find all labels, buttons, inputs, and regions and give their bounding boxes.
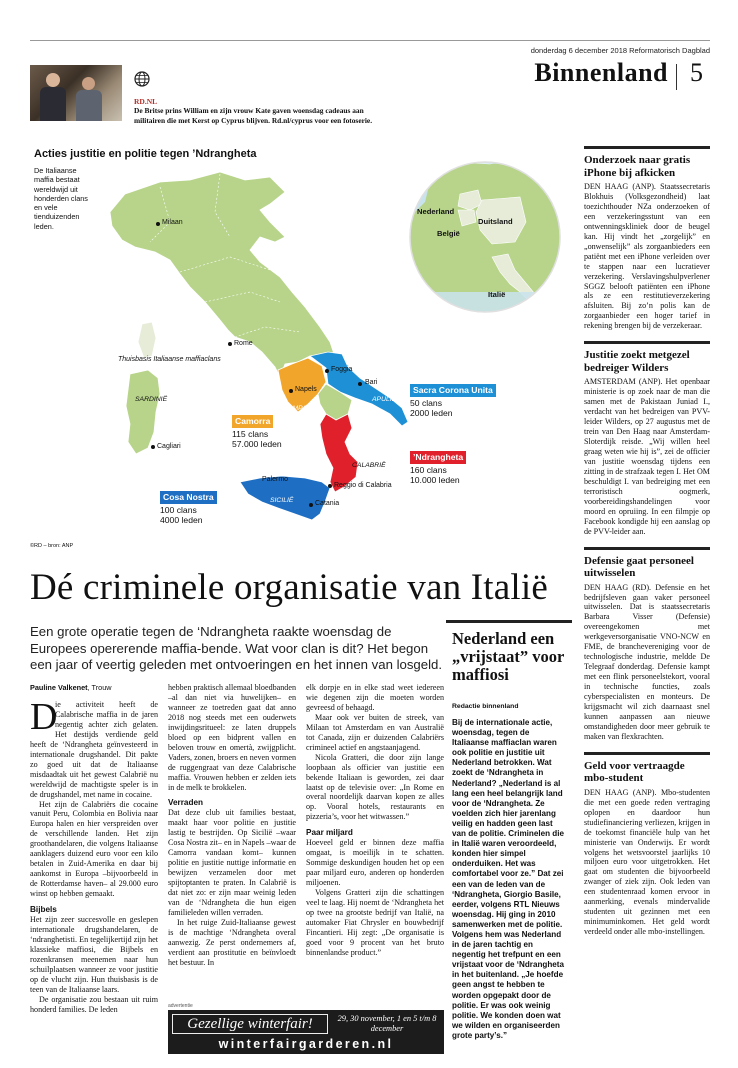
- subheading: Paar miljard: [306, 828, 353, 838]
- winterfair-ad[interactable]: [168, 1010, 444, 1054]
- sardinia-island: [126, 370, 160, 454]
- city-label: Cagliari: [157, 443, 181, 450]
- clan-count: 115 clans: [232, 428, 269, 439]
- calabria-region: [320, 414, 358, 492]
- city-label: Bari: [365, 379, 378, 386]
- city-dot: [151, 445, 155, 449]
- ad-title: Gezellige winterfair!: [172, 1014, 328, 1034]
- city-dot: [325, 369, 329, 373]
- brief-title: Justitie zoekt metgezel bedreiger Wilders: [584, 349, 690, 374]
- royal-photo[interactable]: [30, 65, 122, 121]
- city-label: Rome: [234, 340, 253, 347]
- clan-camorra: [232, 415, 282, 450]
- brief-text: DEN HAAG (RD). Defensie en het bedrijfsleven gaan vaker personeel uitwisselen. Dat is staatssecretaris Barbara Visser (Defensie) overeengekomen met werkgeversorganisatie VNO-NCW en FME, de branchevereniging voor de technologische industrie, meldde De Telegraaf donderdag. Defensie kampt met een flink personeelstekort, vooral in technische functies, zoals cyberspecialisten en monteurs. De krijgsmacht wil zich daarnaast snel kunnen aanpassen aan nieuwe omstandigheden door meer gebruik te maken van flexkrachten.: [584, 582, 710, 741]
- brief-title: Geld voor vertraagde mbo-student: [584, 759, 685, 785]
- news-brief: [584, 752, 710, 937]
- clan-name: ’Ndrangheta: [410, 451, 466, 464]
- city-dot: [328, 484, 332, 488]
- campania-region: [278, 358, 326, 412]
- author-name: Pauline Valkenet: [30, 683, 88, 692]
- brief-title: Defensie gaat personeel uitwisselen: [584, 554, 694, 580]
- ad-url[interactable]: winterfairgarderen.nl: [218, 1037, 394, 1051]
- paragraph: Maar ook ver buiten de streek, van Milaan tot Amsterdam en van Australië tot Canada, zijn er duizenden Calabriërs crimineel actief en angstaanjagend.: [306, 712, 444, 752]
- clan-sacra-corona-unita: [410, 384, 496, 419]
- news-brief: [584, 341, 710, 536]
- brief-text: DEN HAAG (ANP). Staatssecretaris Blokhuis (Volksgezondheid) laat toezichthouder NZa onderzoeken of een verzekeringsstunt van een ontwenningskliniek door de beugel kan. Hij vindt het „zorgelijk” en „onwenselijk” als zorgaanbieders een patiënt met een iPhone verleiden over te stappen naar een lucratiever verzekering. Verslavingshulpverlener SGGZ belooft patiënten een iPhone als ze een restitutieverzekering afsluiten. Bij zo’n polis kan de zorgaanbieder een hoger tarief in rekening brengen bij de verzekeraar.: [584, 182, 710, 331]
- brief-text: DEN HAAG (ANP). Mbo-studenten die met een goede reden vertraging oplopen en daardoor hun studiefinanciering verliezen, krijgen in de toekomst financiële hulp van het ministerie van Onderwijs. Er wordt volgens het wetsvoorstel jaarlijks 10 miljoen euro voor uitgetrokken. Het gaat om studenten die bijvoorbeeld zwanger of ziek zijn. Ook leden van een studentenraad komen ervoor in aanmerking, evenals mindervalide studenten uit gezinnen met een minimuminkomen. Het geld wordt verdeeld onder alle mbo-instellingen.: [584, 787, 710, 937]
- article-column-2: [168, 683, 296, 968]
- article-column-1: [30, 696, 158, 1015]
- brief-text: AMSTERDAM (ANP). Het openbaar ministerie is op zoek naar de man die samen met de Pakistaan Juniad I., verdacht van het bedreigen van PVV-leider Wilders, op 27 augustus met de trein van Den Haag naar Amsterdam-Sloterdijk reisde. „Wij willen heel graag weten wie hij is”, zei de officier van justitie woensdag tijdens een zitting in de strafzaak tegen I. Het OM beschuldigt I. van bedreiging met een terroristisch oogmerk, voorbereidingshandelingen voor moord en opruiing. In een filmpje op Facebook kondigde hij een aanslag op de PVV-leider aan.: [584, 377, 710, 536]
- paragraph: ie activiteit heeft de Calabrische maffia in de jaren negentig achter zich gelaten. Het destijds verdiende geld heeft de ‘Ndrangheta geïnvesteerd in internationale drugshandel. Dit pakte zo goed uit dat de Italiaanse misdaadtak uit het gewest Calabrië nu wereldwijd de machtigste speler is in de drugshandel, met name in cocaine.: [30, 700, 158, 799]
- paragraph: Nicola Gratteri, die door zijn lange loopbaan als officier van justitie een bekende Italiaan is geworden, zei daar laatst op de televisie over: „In Rome en overal noordelijk daarvan kopen ze alles op. Vooral hotels, restaurants en pizzeria’s, voor het witwassen.”: [306, 752, 444, 822]
- paragraph: Dat deze club uit families bestaat, maakt haar voor politie en justitie lastig te bestrijden. Op Sicilië –waar Cosa Nostra zit– en in Napels –waar de Camorra vandaan komt– kunnen politie en justitie nuttige informatie en bewijzen verzamelen door met spijtoptanten te praten. In Calabrië is dat niet zo: er zijn maar weinig leden van de ‘Ndrangheta die hun eigen familieleden willen verraden.: [168, 808, 296, 918]
- news-brief: [584, 547, 710, 742]
- region-label: SICILIË: [270, 497, 294, 504]
- drop-cap: D: [30, 696, 58, 738]
- author-outlet: , Trouw: [87, 683, 112, 692]
- subheading: Bijbels: [30, 905, 57, 915]
- date-line: donderdag 6 december 2018 Reformatorisch Dagblad: [530, 46, 710, 55]
- clan-members: 4000 leden: [160, 515, 203, 525]
- region-label: APULIË: [372, 396, 397, 403]
- corsica-island: [138, 322, 156, 358]
- article-byline: [30, 683, 112, 692]
- city-dot: [289, 389, 293, 393]
- sidebox-headline: Nederland een „vrijstaat” voor maffiosi: [452, 629, 564, 684]
- clan-members: 2000 leden: [410, 408, 453, 418]
- article-lead: Een grote operatie tegen de ‘Ndrangheta raakte woensdag de Europees opererende maffia-bende. Wat voor clan is dit? Het begon een jaar of veertig geleden met ontvoeringen en het innen van losgeld.: [30, 624, 443, 672]
- map-title: Acties justitie en politie tegen ’Ndrangheta: [34, 148, 257, 160]
- europe-inset: [410, 147, 570, 342]
- paragraph: Het zijn zeer succesvolle en geslepen internationale drugshandelaren, de ‘ndranghetisti. En tegelijkertijd zijn het klassieke maffiosi, die Bijbels en rozenkransen meenemen naar hun schuilplaatsen wanneer ze voor justitie op de vlucht zijn. Hun thuisbasis is de teen van de Italiaanse laars.: [30, 915, 158, 994]
- photo-source[interactable]: RD.NL: [134, 97, 158, 106]
- paragraph: Het zijn de Calabriërs die cocaine vanuit Peru, Colombia en Bolivia naar Europa halen en hier verspreiden over de verschillende landen. Het zijn groothandelaren, die volgens Italiaanse aanklagers duizend euro voor een kilo betalen in Zuid-Amerika en daar bij aankomst in Europa –bijvoorbeeld in de Rotterdamse haven– al 29.000 euro winst op hebben gemaakt.: [30, 799, 158, 899]
- homebase-label: Thuisbasis Italiaanse maffiaclans: [118, 356, 221, 363]
- clan-ndrangheta: [410, 451, 466, 486]
- city-label: Palermo: [262, 476, 289, 483]
- city-label: Napels: [295, 386, 317, 393]
- city-label: Reggio di Calabria: [334, 482, 392, 489]
- inset-label: Nederland: [417, 207, 455, 216]
- region-label: CALABRIË: [352, 462, 386, 469]
- sidebox-body: Bij de internationale actie, woensdag, tegen de Italiaanse maffiaclan waren ook politie en justitie uit Nederland betrokken. Wat zoekt de ‘Ndrangheta in Nederland? „Nederland is al lang een heel belangrijk land voor de ‘Ndrangheta. Ze voelden zich hier jarenlang veilig en hadden geen last van de politie. Criminelen die in Italië waren veroordeeld, konden hier simpel onderduiken. Het was comfortabel voor ze.” Dat zei een van de leden van de ‘Ndrangheta, Giorgio Basile, eerder, volgens RTL Nieuws woensdag. Hij ging in 2010 samenwerken met de politie. Volgens hem was Nederland in de jaren tachtig en negentig het trefpunt en een vrijstaat voor de ‘Ndrangheta in het buitenland. „Je hoefde geen angst te hebben te worden opgepakt door de politie. Er was ook weinig politie. We konden doen wat we wilden en organiseerden grote party’s.”: [452, 718, 564, 1040]
- clan-members: 57.000 leden: [232, 439, 282, 449]
- inset-label: Duitsland: [478, 217, 513, 226]
- clan-name: Sacra Corona Unita: [410, 384, 496, 397]
- paragraph: In het ruige Zuid-Italiaanse gewest is de machtige ‘Ndrangheta overal aanwezig. Ze perst ondernemers af, verdient aan prostitutie en beïnvloedt het bestuur. In: [168, 917, 296, 967]
- news-briefs-column: [584, 146, 710, 947]
- map-intro: De Italiaanse maffia bestaat wereldwijd uit honderden clans en vele tienduizenden leden.: [34, 166, 88, 231]
- paragraph: elk dorpje en in elke stad weet iedereen wie degenen zijn die moeten worden gevreesd of behaagd.: [306, 683, 444, 712]
- city-dot: [309, 503, 313, 507]
- page-separator: [676, 64, 677, 90]
- city-dot: [358, 382, 362, 386]
- region-label: CAMPANIË: [283, 405, 318, 412]
- city-dot: [228, 342, 232, 346]
- region-label: SARDINIË: [135, 396, 168, 403]
- clan-cosa-nostra: [160, 491, 217, 526]
- clan-members: 10.000 leden: [410, 475, 460, 485]
- sidebox-text: [452, 718, 568, 1041]
- ad-label: advertentie: [168, 1003, 193, 1009]
- city-label: Milaan: [162, 219, 183, 226]
- ad-dates: 29, 30 november, 1 en 5 t/m 8 december: [337, 1014, 437, 1033]
- section-title: Binnenland: [534, 58, 668, 87]
- inset-label: België: [437, 229, 460, 238]
- page-number: 5: [690, 58, 703, 87]
- sidebox-byline: Redactie binnenland: [452, 703, 519, 710]
- photo-caption: De Britse prins William en zijn vrouw Kate gaven woensdag cadeaus aan militairen die met Kerst op Cyprus blijven. Rd.nl/cyprus voor een fotoserie.: [134, 106, 373, 125]
- paragraph: Volgens Gratteri zijn die schattingen veel te laag. Hij noemt de ‘Ndrangheta het op twee na grootste bedrijf van Italië, na automaker Fiat Chrysler en bouwbedrijf Fincantieri. Hij zegt: „De organisatie is goed voor 9 procent van het bruto binnenlandse product.”: [306, 888, 444, 957]
- clan-name: Cosa Nostra: [160, 491, 217, 504]
- inset-label: Italië: [488, 290, 506, 299]
- paragraph: Hoeveel geld er binnen deze maffia omgaat, is moeilijk in te schatten. Sommige deskundigen houden het op een paar miljard euro, anderen op honderden miljoenen.: [306, 838, 444, 888]
- top-rule: [30, 40, 710, 41]
- article-headline: Dé criminele organisatie van Italië: [30, 567, 548, 608]
- city-dot: [156, 222, 160, 226]
- paragraph: hebben praktisch allemaal bloedbanden –al dan niet via huwelijken– en wanneer ze toetreden gaat dat anno 2018 nog steeds met een ouderwets inwijdingsritueel: ze laten druppels bloed op een bidprent vallen en beloven trouw en omertà, zwijgplicht. Vaders, zonen, broers en neven vormen de ruggengraat van deze Calabrische maffia. Vrouwen hebben er zelden iets in de melk te brokkelen.: [168, 683, 296, 792]
- clan-count: 100 clans: [160, 504, 197, 515]
- article-column-3: [306, 683, 444, 958]
- clan-count: 50 clans: [410, 397, 443, 408]
- city-label: Foggia: [331, 366, 353, 373]
- paragraph: De organisatie zou bestaan uit ruim honderd families. De leden: [30, 994, 158, 1014]
- clan-name: Camorra: [232, 415, 273, 428]
- italy-map: [30, 142, 570, 552]
- subheading: Verraden: [168, 798, 204, 808]
- clan-count: 160 clans: [410, 464, 447, 475]
- brief-title: Onderzoek naar gratis iPhone bij afkicken: [584, 154, 691, 179]
- globe-icon: [134, 71, 150, 87]
- map-source: ©RD – bron: ANP: [30, 543, 74, 549]
- news-brief: [584, 146, 710, 331]
- city-label: Catania: [315, 500, 340, 507]
